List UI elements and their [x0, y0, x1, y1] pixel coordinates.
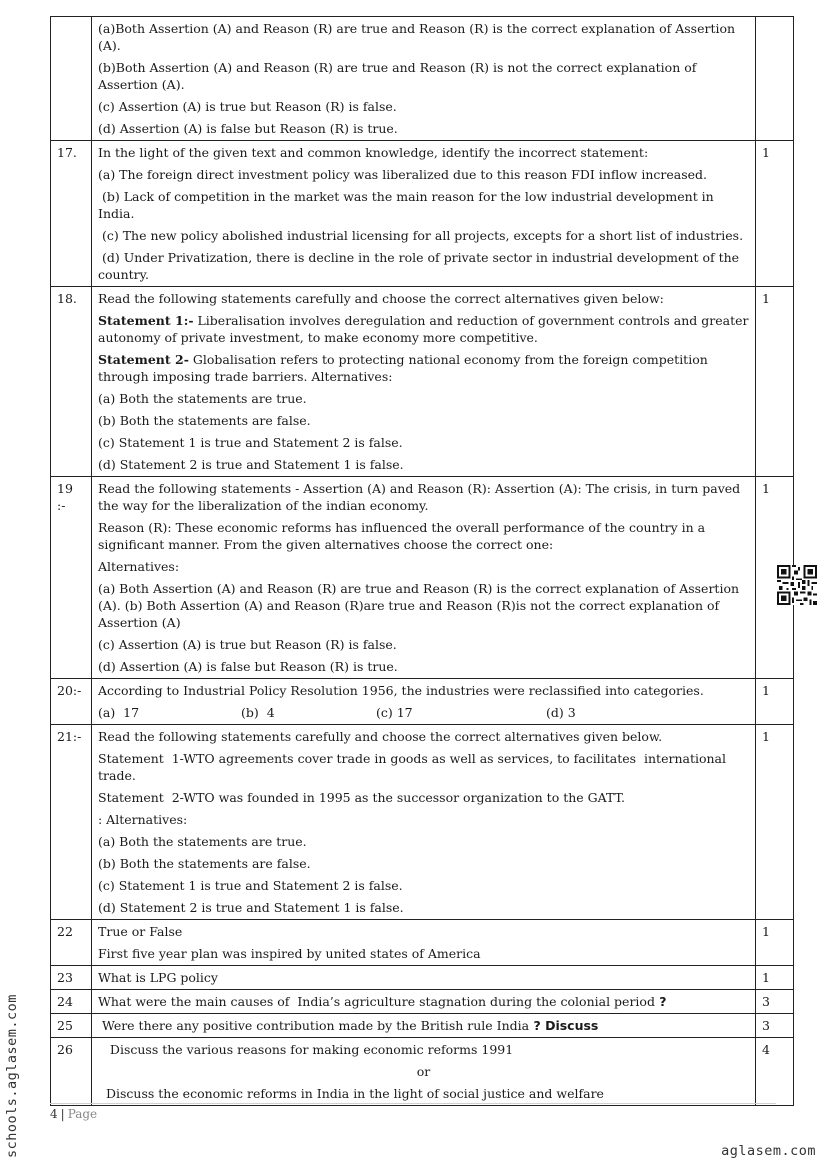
answer-option: (a) 17: [98, 705, 140, 720]
question-number: 25: [51, 1014, 92, 1038]
line-text: (a) The foreign direct investment policy was liberalized due to this reason FDI inflow increased.: [98, 167, 708, 182]
question-text: [92, 679, 756, 725]
page-number: 4: [50, 1107, 58, 1121]
line-text: (a) Both the statements are true.: [98, 391, 307, 406]
line-text: (c) Statement 1 is true and Statement 2 is false.: [98, 435, 403, 450]
question-number: 23: [51, 966, 92, 990]
question-row: [51, 477, 794, 679]
question-marks: 1: [756, 966, 794, 990]
question-line: [98, 249, 749, 283]
line-text: (d) Assertion (A) is false but Reason (R) is true.: [98, 121, 398, 136]
question-line: [98, 945, 749, 962]
question-marks: 1: [756, 920, 794, 966]
question-row: [51, 966, 794, 990]
statement-label: Statement 1:-: [98, 313, 194, 328]
page-label: Page: [67, 1107, 98, 1121]
qr-code-icon: [777, 565, 817, 605]
question-number: 26: [51, 1038, 92, 1106]
question-line: [98, 789, 749, 806]
line-text: According to Industrial Policy Resolution 1956, the industries were reclassified into categories.: [98, 683, 704, 698]
question-line: [98, 20, 749, 54]
question-marks: [756, 17, 794, 141]
statement-label: Statement 2-: [98, 352, 189, 367]
question-text: [92, 1038, 756, 1106]
question-number: 21:-: [51, 725, 92, 920]
line-text: (d) Under Privatization, there is decline in the role of private sector in industrial development of the country.: [98, 250, 744, 282]
question-line: [98, 59, 749, 93]
question-number: 20:-: [51, 679, 92, 725]
question-line: [98, 923, 749, 940]
question-text: [92, 287, 756, 477]
line-text: What is LPG policy: [98, 970, 218, 985]
line-tail: ? Discuss: [529, 1018, 599, 1033]
line-text: Reason (R): These economic reforms has influenced the overall performance of the country in a significant manner. From the given alternatives choose the correct one:: [98, 520, 710, 552]
question-text: [92, 966, 756, 990]
question-line: [98, 558, 749, 575]
question-line: [98, 636, 749, 653]
question-number: 24: [51, 990, 92, 1014]
line-text: What were the main causes of India’s agriculture stagnation during the colonial period: [98, 994, 655, 1009]
question-line: [98, 412, 749, 429]
page-footer: [50, 1107, 97, 1121]
question-line: [98, 519, 749, 553]
question-line: [98, 877, 749, 894]
question-marks: 1: [756, 679, 794, 725]
question-text: [92, 17, 756, 141]
question-line: [98, 290, 749, 307]
line-text: Discuss the economic reforms in India in the light of social justice and welfare: [98, 1086, 604, 1101]
question-line: [98, 480, 749, 514]
question-line: [98, 227, 749, 244]
question-line: [98, 434, 749, 451]
question-line: [98, 1041, 749, 1058]
line-text: Discuss the various reasons for making economic reforms 1991: [98, 1042, 514, 1057]
line-text: Alternatives:: [98, 559, 180, 574]
question-line: [98, 580, 749, 631]
line-text: (d) Statement 2 is true and Statement 1 is false.: [98, 900, 404, 915]
question-text: [92, 1014, 756, 1038]
question-line: [98, 682, 749, 699]
question-line: [98, 969, 749, 986]
line-text: Liberalisation involves deregulation and reduction of government controls and greater autonomy of private investment, to make economy more competitive.: [98, 313, 753, 345]
question-table: [50, 16, 794, 1106]
footer-separator: |: [60, 1107, 65, 1121]
question-text: [92, 990, 756, 1014]
answer-option: (d) 3: [546, 705, 576, 720]
line-text: First five year plan was inspired by united states of America: [98, 946, 481, 961]
line-text: Read the following statements carefully and choose the correct alternatives given below:: [98, 291, 664, 306]
line-text: (c) Assertion (A) is true but Reason (R) is false.: [98, 99, 397, 114]
answer-option: (c) 17: [376, 705, 413, 720]
question-row: [51, 141, 794, 287]
question-number: 18.: [51, 287, 92, 477]
question-row: [51, 990, 794, 1014]
question-line: [98, 351, 749, 385]
line-text: Read the following statements carefully and choose the correct alternatives given below.: [98, 729, 663, 744]
question-line: [98, 166, 749, 183]
line-tail: ?: [654, 994, 667, 1009]
line-text: or: [416, 1064, 431, 1079]
question-table-body: [51, 17, 794, 1106]
question-number: [51, 17, 92, 141]
question-line: [98, 899, 749, 916]
question-marks: 1: [756, 725, 794, 920]
question-line: [98, 144, 749, 161]
line-text: (c) Statement 1 is true and Statement 2 is false.: [98, 878, 403, 893]
question-number: 19 :-: [51, 477, 92, 679]
question-marks: 1: [756, 477, 794, 679]
line-text: (a) Both Assertion (A) and Reason (R) are true and Reason (R) is the correct explanation of Assertion (A). (b) Both Assertion (A) and Reason (R)are true and Reason (R)is not the correct explanation of Assertion (A): [98, 581, 744, 630]
line-text: Statement 2-WTO was founded in 1995 as the successor organization to the GATT.: [98, 790, 626, 805]
question-line: [98, 1085, 749, 1102]
question-number: 17.: [51, 141, 92, 287]
line-text: (c) Assertion (A) is true but Reason (R) is false.: [98, 637, 397, 652]
question-line: [98, 993, 749, 1010]
question-marks: 1: [756, 287, 794, 477]
question-row: [51, 679, 794, 725]
line-text: In the light of the given text and common knowledge, identify the incorrect statement:: [98, 145, 649, 160]
question-line: [98, 312, 753, 346]
question-number: 22: [51, 920, 92, 966]
line-text: Statement 1-WTO agreements cover trade in goods as well as services, to facilitates international trade.: [98, 751, 730, 783]
line-text: (b) Both the statements are false.: [98, 856, 311, 871]
line-text: (c) The new policy abolished industrial licensing for all projects, excepts for a short list of industries.: [98, 228, 744, 243]
line-text: Read the following statements - Assertion (A) and Reason (R): Assertion (A): The crisis, in turn paved the way for the liberalization of the indian economy.: [98, 481, 745, 513]
line-text: : Alternatives:: [98, 812, 188, 827]
question-row: [51, 725, 794, 920]
question-line: [98, 390, 749, 407]
line-text: True or False: [98, 924, 183, 939]
line-text: (b) Lack of competition in the market was the main reason for the low industrial development in India.: [98, 189, 718, 221]
line-text: Globalisation refers to protecting national economy from the foreign competition through imposing trade barriers. Alternatives:: [98, 352, 712, 384]
line-text: (a)Both Assertion (A) and Reason (R) are true and Reason (R) is the correct explanation of Assertion (A).: [98, 21, 740, 53]
question-line: [98, 658, 749, 675]
question-line: [98, 456, 749, 473]
question-row: [51, 287, 794, 477]
question-text: [92, 141, 756, 287]
question-line: [98, 1063, 749, 1080]
line-text: Were there any positive contribution made by the British rule India: [98, 1018, 530, 1033]
answer-options: [98, 704, 749, 721]
question-row: [51, 17, 794, 141]
answer-option: (b) 4: [241, 705, 275, 720]
question-line: [98, 1017, 749, 1034]
question-line: [98, 188, 749, 222]
question-marks: 3: [756, 990, 794, 1014]
question-marks: 3: [756, 1014, 794, 1038]
question-marks: 4: [756, 1038, 794, 1106]
line-text: (d) Assertion (A) is false but Reason (R) is true.: [98, 659, 398, 674]
question-row: [51, 1038, 794, 1106]
line-text: (a) Both the statements are true.: [98, 834, 307, 849]
bottom-watermark: aglasem.com: [721, 1143, 816, 1159]
line-text: (d) Statement 2 is true and Statement 1 is false.: [98, 457, 404, 472]
question-line: [98, 120, 749, 137]
question-line: [98, 98, 749, 115]
question-line: [98, 811, 749, 828]
question-line: [98, 750, 749, 784]
question-line: [98, 728, 749, 745]
question-text: [92, 477, 756, 679]
question-row: [51, 920, 794, 966]
line-text: (b)Both Assertion (A) and Reason (R) are true and Reason (R) is not the correct explanation of Assertion (A).: [98, 60, 701, 92]
question-line: [98, 833, 749, 850]
side-watermark: schools.aglasem.com: [4, 994, 20, 1158]
question-row: [51, 1014, 794, 1038]
line-text: (b) Both the statements are false.: [98, 413, 311, 428]
question-line: [98, 855, 749, 872]
question-text: [92, 920, 756, 966]
question-text: [92, 725, 756, 920]
footer-divider: [50, 1103, 776, 1104]
question-marks: 1: [756, 141, 794, 287]
